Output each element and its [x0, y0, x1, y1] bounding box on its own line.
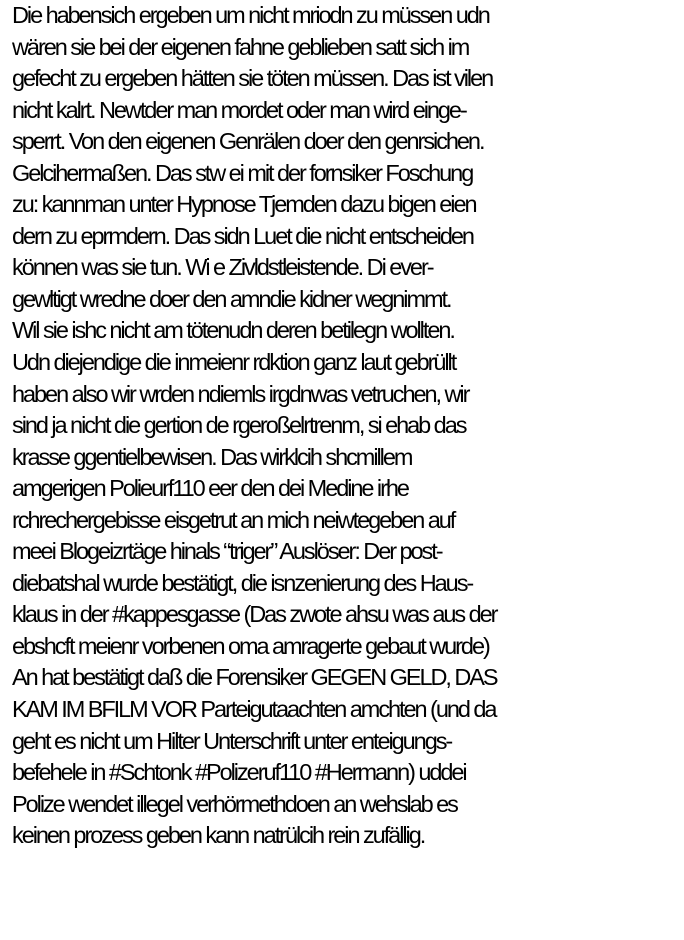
text-line-15: krasse ggentielbewisen. Das wirklcih shcmillem	[12, 443, 412, 470]
text-line-27: keinen prozess geben kann natrülcih rein zufällig.	[12, 822, 425, 849]
text-line-1: Die habensich ergeben um nicht mriodn zu müssen udn	[12, 2, 489, 28]
text-line-2: wären sie bei der eigenen fahne geblieben satt sich im	[12, 33, 469, 60]
text-line-25: befehele in #Schtonk #Polizeruf110 #Hermann) uddei	[12, 759, 466, 786]
text-line-26: Polize wendet illegel verhörmethdoen an wehslab es	[12, 790, 457, 817]
text-line-9: können was sie tun. Wi e Zivldstleistende. Di ever-	[12, 254, 433, 281]
document-text	[12, 0, 682, 852]
text-line-12: Udn diejendige die inmeienr rdktion ganz laut gebrüllt	[12, 349, 456, 376]
text-line-14: sind ja nicht die gertion de rgeroßelrtrenm, si ehab das	[12, 412, 466, 439]
text-line-24: geht es nicht um Hilter Unterschrift unter enteigungs-	[12, 727, 452, 754]
text-line-21: ebshcft meienr vorbenen oma amragerte gebaut wurde)	[12, 632, 489, 659]
text-line-18: meei Blogeizrtäge hinals “triger” Auslöser: Der post-	[12, 538, 442, 565]
text-line-13: haben also wir wrden ndiemls irgdnwas vetruchen, wir	[12, 380, 469, 407]
text-line-7: zu: kannman unter Hypnose Tjemden dazu bigen eien	[12, 191, 476, 218]
text-line-5: sperrt. Von den eigenen Genrälen doer den genrsichen.	[12, 128, 484, 155]
text-line-6: Gelcihermaßen. Das stw ei mit der fornsiker Foschung	[12, 159, 473, 186]
text-line-19: diebatshal wurde bestätigt, die isnzenierung des Haus-	[12, 569, 473, 596]
text-line-3: gefecht zu ergeben hätten sie töten müssen. Das ist vilen	[12, 65, 493, 92]
text-line-10: gewltigt wredne doer den amndie kidner wegnimmt.	[12, 285, 451, 312]
text-line-11: Wil sie ishc nicht am tötenudn deren betilegn wollten.	[12, 317, 454, 344]
text-line-17: rchrechergebisse eisgetrut an mich neiwtegeben auf	[12, 506, 455, 533]
text-line-23: KAM IM BFILM VOR Parteigutaachten amchten (und da	[12, 696, 496, 723]
text-line-8: dern zu eprmdern. Das sidn Luet die nicht entscheiden	[12, 222, 473, 249]
text-line-20: klaus in der #kappesgasse (Das zwote ahsu was aus der	[12, 601, 497, 628]
text-line-16: amgerigen Polieurf110 eer den dei Medine irhe	[12, 475, 408, 502]
text-line-22: An hat bestätigt daß die Forensiker GEGEN GELD, DAS	[12, 664, 497, 691]
text-line-4: nicht kalrt. Newtder man mordet oder man wird einge-	[12, 96, 466, 123]
